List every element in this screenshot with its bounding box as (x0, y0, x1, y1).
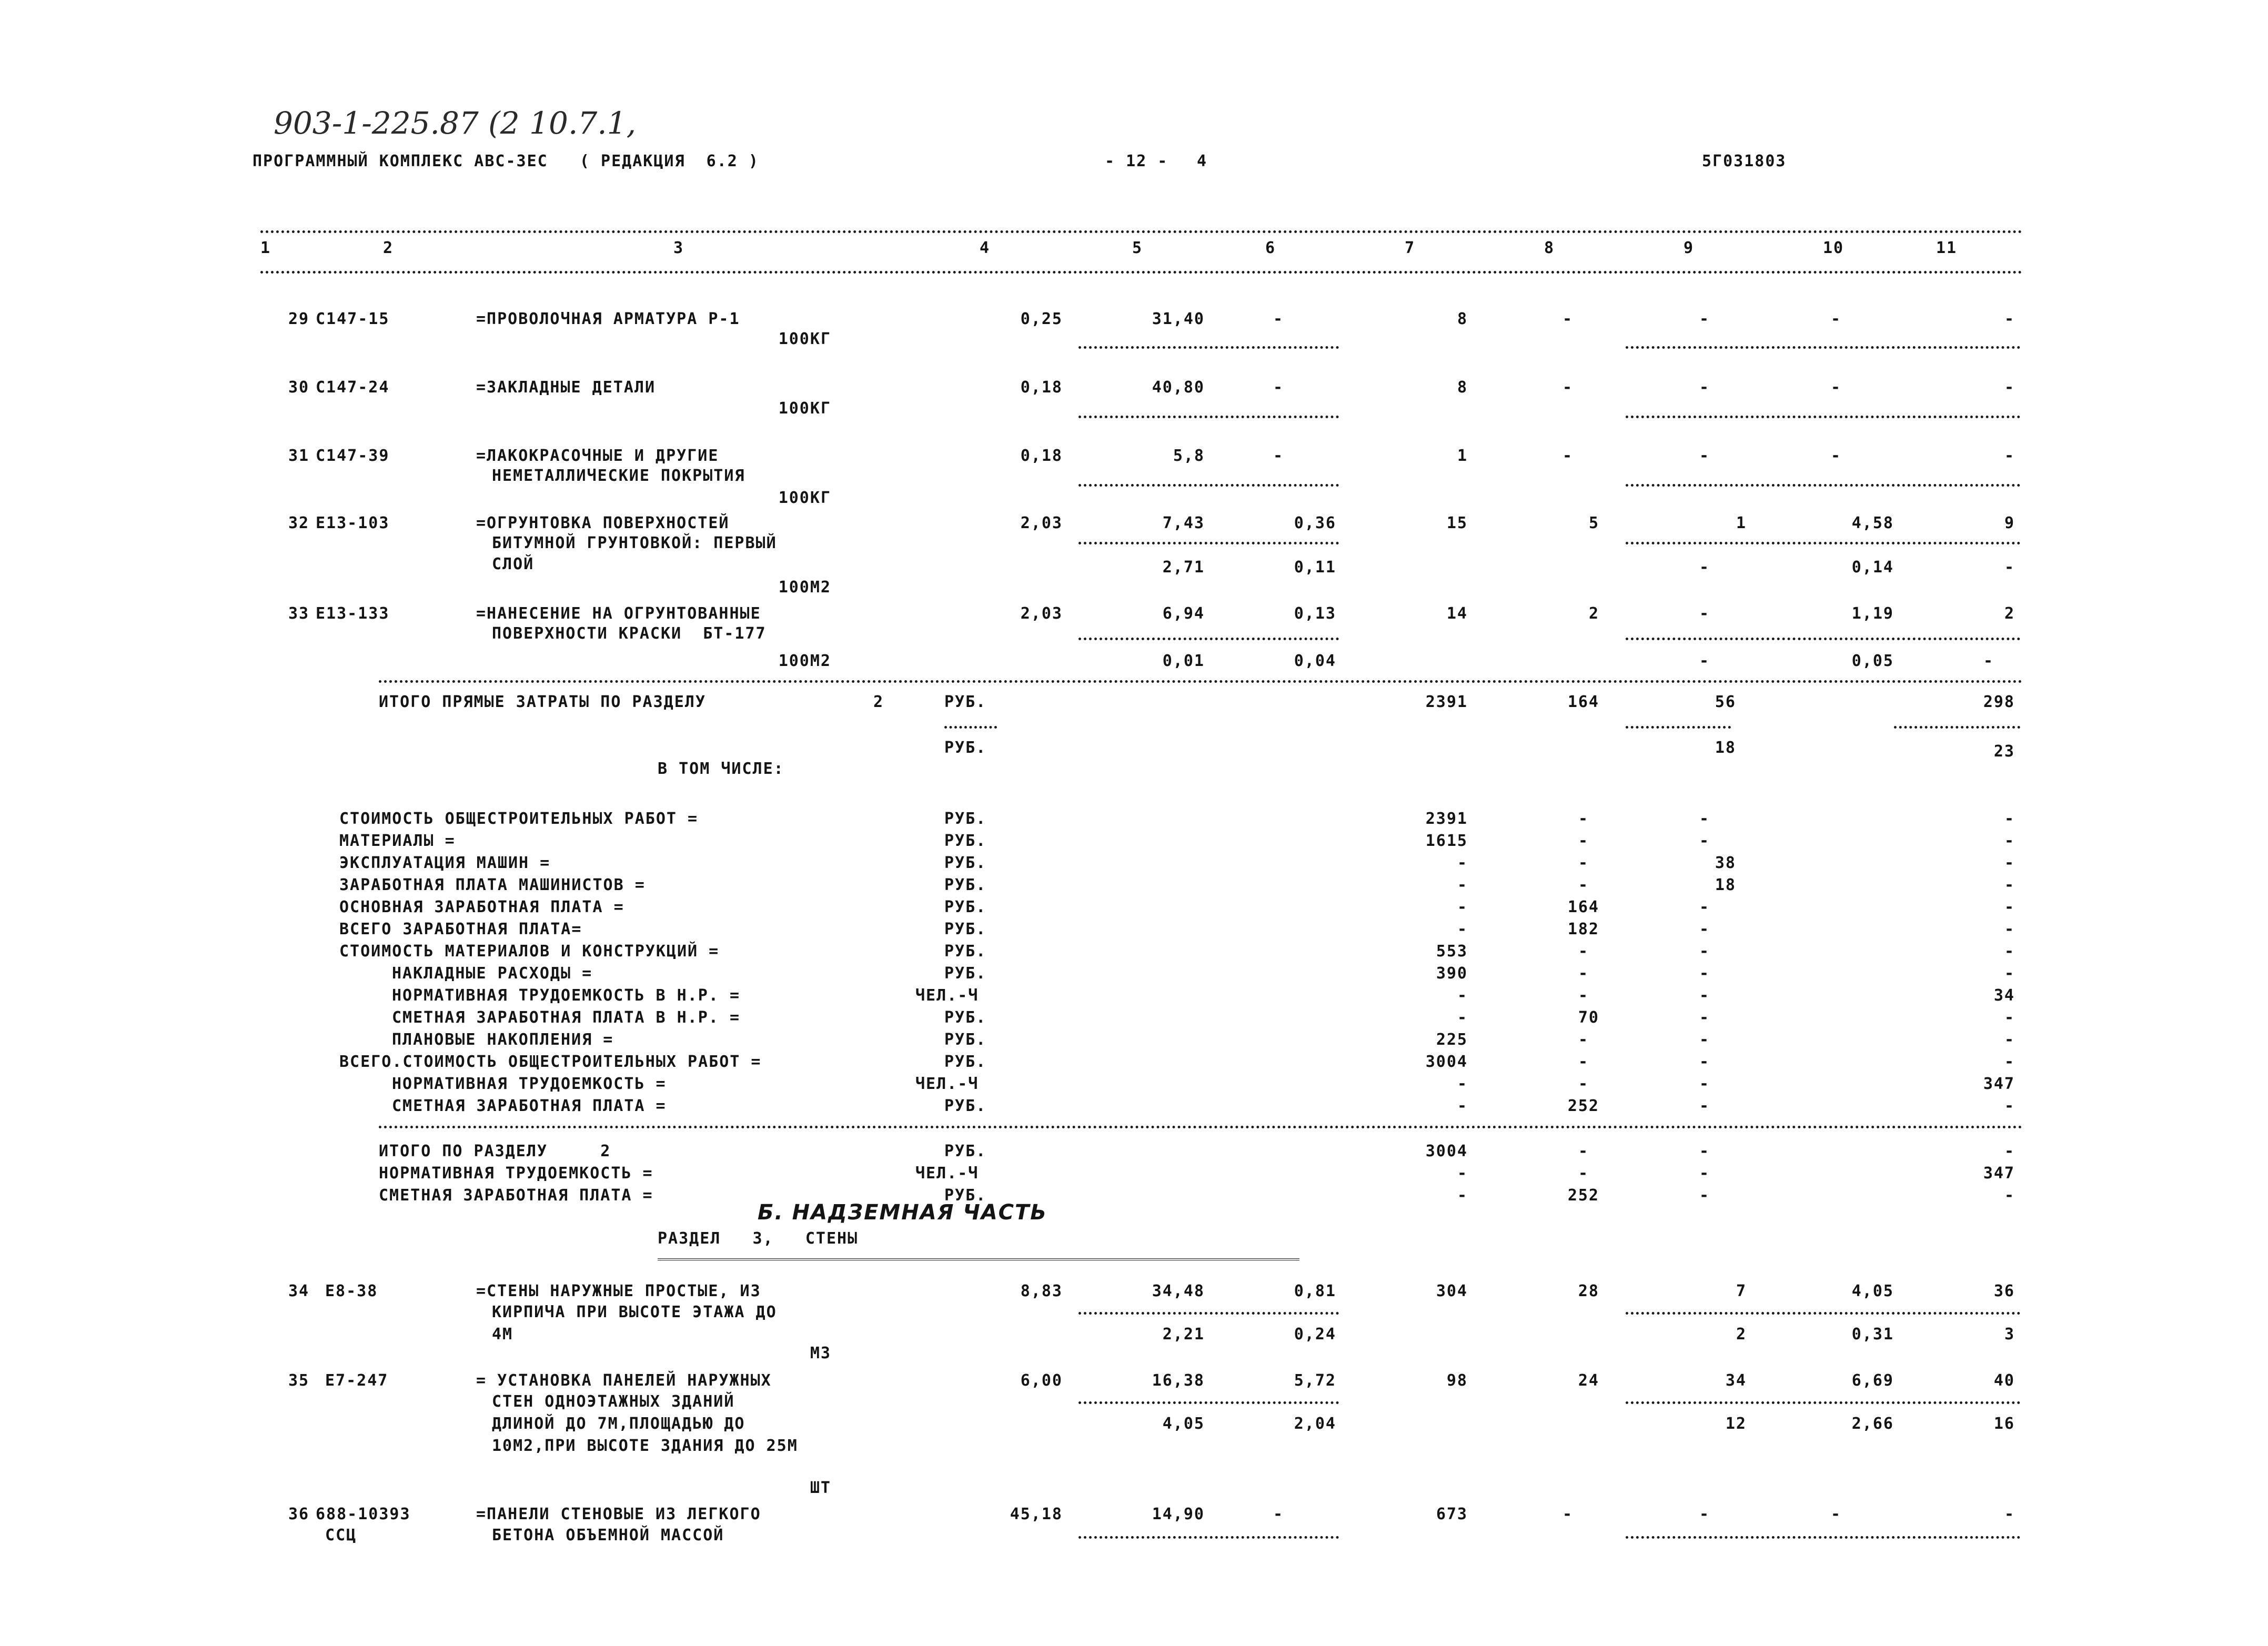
item-desc-line: =НАНЕСЕНИЕ НА ОГРУНТОВАННЫЕ (476, 604, 761, 623)
col-7: 7 (1405, 239, 1416, 257)
total-c11-sub: 23 (1993, 742, 2015, 761)
item-desc-line: СТЕН ОДНОЭТАЖНЫХ ЗДАНИЙ (492, 1392, 735, 1411)
cell-c7: 8 (1457, 310, 1468, 328)
cell-c8: - (1562, 1505, 1574, 1523)
subrow-rule (1078, 1536, 1339, 1539)
breakdown-c11: - (2004, 832, 2015, 850)
cell-c4: 8,83 (1020, 1282, 1063, 1300)
handwritten-doc-number: 903-1-225.87 (2 10.7.1, (274, 105, 637, 141)
cell-c11: - (2004, 447, 2015, 465)
subrow-rule (1894, 726, 2020, 729)
breakdown-c11: - (2004, 1008, 2015, 1027)
cell-c4: 45,18 (1010, 1505, 1063, 1523)
item-number: 31 (288, 447, 310, 465)
breakdown-c11: - (2004, 920, 2015, 938)
section-total-c8: - (1578, 1142, 1589, 1160)
cell-c9: 1 (1736, 514, 1747, 532)
section-total-c8: 252 (1567, 1186, 1599, 1205)
breakdown-c8: - (1578, 854, 1589, 872)
col-11: 11 (1936, 239, 1958, 257)
item-code: Е8-38 (325, 1282, 378, 1300)
breakdown-label: ВСЕГО ЗАРАБОТНАЯ ПЛАТА= (339, 920, 582, 938)
cell-c10: - (1830, 447, 1842, 465)
section-total-c7: - (1457, 1186, 1468, 1205)
item-desc-line: =ПРОВОЛОЧНАЯ АРМАТУРА Р-1 (476, 310, 740, 328)
cell-c8: 24 (1578, 1371, 1599, 1390)
subrow-rule (1626, 1536, 2020, 1539)
cell-c8: - (1562, 378, 1574, 397)
cell-c5: 5,8 (1173, 447, 1205, 465)
cell-c10: 4,05 (1851, 1282, 1894, 1300)
cell-c6: 0,81 (1294, 1282, 1336, 1300)
breakdown-c11: - (2004, 810, 2015, 828)
cell-c5: 14,90 (1152, 1505, 1205, 1523)
item-code: Е13-103 (316, 514, 390, 532)
breakdown-c7: - (1457, 854, 1468, 872)
breakdown-unit: РУБ. (944, 1031, 987, 1049)
item-unit: 100М2 (778, 578, 831, 597)
col-2: 2 (383, 239, 394, 257)
page-mark: 4 (1197, 152, 1208, 170)
total-c9-sub: 18 (1715, 739, 1736, 757)
item-code: С147-39 (316, 447, 390, 465)
breakdown-c7: 2391 (1425, 810, 1468, 828)
cell-c5-sub: 4,05 (1162, 1415, 1205, 1433)
cell-c5-sub: 2,71 (1162, 558, 1205, 577)
cell-c11: 2 (2004, 604, 2015, 623)
cell-c10: - (1830, 310, 1842, 328)
item-desc-line: 10М2,ПРИ ВЫСОТЕ ЗДАНИЯ ДО 25М (492, 1437, 798, 1455)
breakdown-c11: - (2004, 1053, 2015, 1071)
breakdown-c7: 553 (1436, 942, 1468, 961)
cell-c10-sub: 0,14 (1851, 558, 1894, 577)
breakdown-unit: РУБ. (944, 942, 987, 961)
cell-c6: - (1273, 1505, 1284, 1523)
subrow-rule (1078, 1401, 1339, 1404)
cell-c4: 0,18 (1020, 378, 1063, 397)
cell-c9: - (1699, 447, 1710, 465)
breakdown-c9: - (1699, 1053, 1710, 1071)
item-code: Е13-133 (316, 604, 390, 623)
total-c9: 56 (1715, 693, 1736, 711)
breakdown-unit: РУБ. (944, 1053, 987, 1071)
breakdown-label: ЭКСПЛУАТАЦИЯ МАШИН = (339, 854, 551, 872)
item-code: С147-15 (316, 310, 390, 328)
section-total-unit: РУБ. (944, 1186, 987, 1205)
section-total-label: СМЕТНАЯ ЗАРАБОТНАЯ ПЛАТА = (379, 1186, 653, 1205)
breakdown-unit: РУБ. (944, 920, 987, 938)
item-code: 688-10393 (316, 1505, 411, 1523)
header-top-rule (260, 230, 2023, 233)
breakdown-unit: РУБ. (944, 1008, 987, 1027)
breakdown-c8: 252 (1567, 1097, 1599, 1115)
subrow-rule (1078, 346, 1339, 349)
cell-c5: 6,94 (1162, 604, 1205, 623)
breakdown-unit: РУБ. (944, 854, 987, 872)
subrow-rule (1626, 726, 1731, 729)
breakdown-c8: - (1578, 876, 1589, 894)
total-unit: РУБ. (944, 693, 987, 711)
breakdown-c7: 3004 (1425, 1053, 1468, 1071)
breakdown-c8: 164 (1567, 898, 1599, 916)
item-unit: 100М2 (778, 652, 831, 670)
item-desc-line: НЕМЕТАЛЛИЧЕСКИЕ ПОКРЫТИЯ (492, 467, 745, 485)
cell-c5: 40,80 (1152, 378, 1205, 397)
cell-c10: 4,58 (1851, 514, 1894, 532)
breakdown-c9: - (1699, 810, 1710, 828)
item-desc-line: КИРПИЧА ПРИ ВЫСОТЕ ЭТАЖА ДО (492, 1303, 777, 1321)
breakdown-c7: - (1457, 898, 1468, 916)
subrow-rule (1626, 1312, 2020, 1315)
cell-c9-sub: 12 (1725, 1415, 1747, 1433)
breakdown-unit: РУБ. (944, 1097, 987, 1115)
total-section: 2 (873, 693, 884, 711)
item-unit: 100КГ (778, 489, 831, 507)
cell-c8: 5 (1588, 514, 1599, 532)
breakdown-c8: - (1578, 1031, 1589, 1049)
breakdown-c9: - (1699, 1075, 1710, 1093)
item-unit: М3 (810, 1344, 831, 1362)
cell-c4: 0,25 (1020, 310, 1063, 328)
breakdown-c7: 390 (1436, 964, 1468, 983)
section-total-c11: - (2004, 1186, 2015, 1205)
section-total-c9: - (1699, 1164, 1710, 1183)
cell-c11-sub: - (2004, 558, 2015, 577)
cell-c5: 31,40 (1152, 310, 1205, 328)
section-total-c7: 3004 (1425, 1142, 1468, 1160)
breakdown-label: ЗАРАБОТНАЯ ПЛАТА МАШИНИСТОВ = (339, 876, 646, 894)
cell-c11: - (2004, 310, 2015, 328)
breakdown-c11: - (2004, 964, 2015, 983)
breakdown-label: СМЕТНАЯ ЗАРАБОТНАЯ ПЛАТА = (392, 1097, 667, 1115)
subrow-rule (1078, 416, 1339, 418)
cell-c11-sub: 16 (1993, 1415, 2015, 1433)
breakdown-unit: ЧЕЛ.-Ч (915, 986, 979, 1005)
breakdown-c9: - (1699, 1097, 1710, 1115)
cell-c9: - (1699, 1505, 1710, 1523)
section-total-label: ИТОГО ПО РАЗДЕЛУ 2 (379, 1142, 611, 1160)
cell-c11: 40 (1993, 1371, 2015, 1390)
item-number: 35 (288, 1371, 310, 1390)
breakdown-c8: 70 (1578, 1008, 1599, 1027)
section-total-rule (379, 1126, 2023, 1128)
cell-c8: 28 (1578, 1282, 1599, 1300)
item-desc-line: ДЛИНОЙ ДО 7М,ПЛОЩАДЬЮ ДО (492, 1415, 745, 1433)
cell-c7: 98 (1446, 1371, 1468, 1390)
total-c7: 2391 (1425, 693, 1468, 711)
cell-c4: 6,00 (1020, 1371, 1063, 1390)
breakdown-c7: 1615 (1425, 832, 1468, 850)
cell-c9: - (1699, 604, 1710, 623)
item-unit: ШТ (810, 1479, 831, 1497)
subrow-rule (1626, 484, 2020, 487)
breakdown-label: НАКЛАДНЫЕ РАСХОДЫ = (392, 964, 593, 983)
total-c11: 298 (1983, 693, 2015, 711)
item-unit: 100КГ (778, 399, 831, 418)
breakdown-c9: - (1699, 1008, 1710, 1027)
breakdown-unit: РУБ. (944, 964, 987, 983)
program-header: ПРОГРАММНЫЙ КОМПЛЕКС АВС-3ЕС ( РЕДАКЦИЯ 6.2 ) (253, 152, 759, 170)
breakdown-c9: - (1699, 920, 1710, 938)
cell-c11: 9 (2004, 514, 2015, 532)
breakdown-c9: 38 (1715, 854, 1736, 872)
cell-c6-sub: 0,04 (1294, 652, 1336, 670)
breakdown-c8: - (1578, 810, 1589, 828)
cell-c8: 2 (1588, 604, 1599, 623)
item-desc-line: ПОВЕРХНОСТИ КРАСКИ БТ-177 (492, 624, 767, 643)
item-code-2: ССЦ (325, 1526, 357, 1544)
breakdown-label: ПЛАНОВЫЕ НАКОПЛЕНИЯ = (392, 1031, 614, 1049)
cell-c11: - (2004, 1505, 2015, 1523)
subrow-rule (1626, 416, 2020, 418)
cell-c6: 0,36 (1294, 514, 1336, 532)
breakdown-unit: РУБ. (944, 810, 987, 828)
item-number: 34 (288, 1282, 310, 1300)
col-3: 3 (673, 239, 684, 257)
breakdown-c8: 182 (1567, 920, 1599, 938)
subrow-rule (1078, 542, 1339, 544)
item-desc-line: = УСТАНОВКА ПАНЕЛЕЙ НАРУЖНЫХ (476, 1371, 772, 1390)
cell-c9: - (1699, 310, 1710, 328)
section-title: РАЗДЕЛ 3, СТЕНЫ (658, 1229, 859, 1248)
breakdown-unit: РУБ. (944, 898, 987, 916)
breakdown-c11: 347 (1983, 1075, 2015, 1093)
total-label: ИТОГО ПРЯМЫЕ ЗАТРАТЫ ПО РАЗДЕЛУ (379, 693, 706, 711)
item-number: 33 (288, 604, 310, 623)
col-9: 9 (1684, 239, 1695, 257)
breakdown-c9: - (1699, 964, 1710, 983)
cell-c7: 8 (1457, 378, 1468, 397)
section-total-c9: - (1699, 1186, 1710, 1205)
breakdown-c8: - (1578, 1075, 1589, 1093)
breakdown-label: НОРМАТИВНАЯ ТРУДОЕМКОСТЬ = (392, 1075, 667, 1093)
section-title-underline (658, 1258, 1299, 1260)
cell-c4: 2,03 (1020, 514, 1063, 532)
cell-c6: - (1273, 310, 1284, 328)
subrow-rule (1078, 484, 1339, 487)
breakdown-label: СТОИМОСТЬ ОБЩЕСТРОИТЕЛЬНЫХ РАБОТ = (339, 810, 699, 828)
item-desc-line: =СТЕНЫ НАРУЖНЫЕ ПРОСТЫЕ, ИЗ (476, 1282, 761, 1300)
item-number: 29 (288, 310, 310, 328)
item-desc-line: =ЗАКЛАДНЫЕ ДЕТАЛИ (476, 378, 656, 397)
cell-c9-sub: 2 (1736, 1325, 1747, 1344)
breakdown-c9: 18 (1715, 876, 1736, 894)
item-unit: 100КГ (778, 330, 831, 348)
item-desc-line: СЛОЙ (492, 555, 535, 573)
breakdown-label: ОСНОВНАЯ ЗАРАБОТНАЯ ПЛАТА = (339, 898, 624, 916)
breakdown-label: ВСЕГО.СТОИМОСТЬ ОБЩЕСТРОИТЕЛЬНЫХ РАБОТ = (339, 1053, 762, 1071)
col-4: 4 (980, 239, 991, 257)
breakdown-c7: - (1457, 986, 1468, 1005)
cell-c4: 0,18 (1020, 447, 1063, 465)
cell-c9: - (1699, 378, 1710, 397)
including-label: В ТОМ ЧИСЛЕ: (658, 760, 784, 778)
cell-c6: - (1273, 378, 1284, 397)
subrow-rule (1626, 1401, 2020, 1404)
subrow-rule (1078, 638, 1339, 640)
breakdown-c7: - (1457, 1075, 1468, 1093)
section-total-c11: 347 (1983, 1164, 2015, 1183)
cell-c5: 16,38 (1152, 1371, 1205, 1390)
item-number: 36 (288, 1505, 310, 1523)
section-total-c8: - (1578, 1164, 1589, 1183)
col-6: 6 (1265, 239, 1276, 257)
subrow-rule (1626, 346, 2020, 349)
item-desc-line: =ЛАКОКРАСОЧНЫЕ И ДРУГИЕ (476, 447, 719, 465)
cell-c11-sub: 3 (2004, 1325, 2015, 1344)
breakdown-c7: 225 (1436, 1031, 1468, 1049)
breakdown-label: НОРМАТИВНАЯ ТРУДОЕМКОСТЬ В Н.Р. = (392, 986, 741, 1005)
subrow-rule (1626, 542, 2020, 544)
cell-c10: 1,19 (1851, 604, 1894, 623)
item-desc-line: БИТУМНОЙ ГРУНТОВКОЙ: ПЕРВЫЙ (492, 534, 777, 552)
col-8: 8 (1544, 239, 1555, 257)
cell-c7: 304 (1436, 1282, 1468, 1300)
cell-c10: 6,69 (1851, 1371, 1894, 1390)
col-10: 10 (1823, 239, 1844, 257)
subrow-rule (1078, 1312, 1339, 1315)
cell-c10: - (1830, 1505, 1842, 1523)
cell-c6-sub: 0,11 (1294, 558, 1336, 577)
cell-c10: - (1830, 378, 1842, 397)
breakdown-c11: - (2004, 942, 2015, 961)
breakdown-label: СМЕТНАЯ ЗАРАБОТНАЯ ПЛАТА В Н.Р. = (392, 1008, 741, 1027)
section-total-unit: ЧЕЛ.-Ч (915, 1164, 979, 1183)
breakdown-unit: ЧЕЛ.-Ч (915, 1075, 979, 1093)
page-number: - 12 - (1105, 152, 1168, 170)
col-1: 1 (260, 239, 271, 257)
cell-c10-sub: 0,31 (1851, 1325, 1894, 1344)
breakdown-c11: - (2004, 1031, 2015, 1049)
cell-c11: - (2004, 378, 2015, 397)
item-code: Е7-247 (325, 1371, 389, 1390)
cell-c7: 673 (1436, 1505, 1468, 1523)
breakdown-c8: - (1578, 986, 1589, 1005)
subrow-rule (1626, 638, 2020, 640)
cell-c6-sub: 0,24 (1294, 1325, 1336, 1344)
breakdown-c9: - (1699, 1031, 1710, 1049)
cell-c10-sub: 0,05 (1851, 652, 1894, 670)
item-desc-line: 4М (492, 1325, 513, 1344)
cell-c9-sub: - (1699, 558, 1710, 577)
header-bottom-rule (260, 271, 2023, 274)
cell-c11: 36 (1993, 1282, 2015, 1300)
cell-c5: 34,48 (1152, 1282, 1205, 1300)
item-desc-line: БЕТОНА ОБЪЕМНОЙ МАССОЙ (492, 1526, 724, 1544)
breakdown-c11: - (2004, 898, 2015, 916)
item-desc-line: =ПАНЕЛИ СТЕНОВЫЕ ИЗ ЛЕГКОГО (476, 1505, 761, 1523)
breakdown-unit: РУБ. (944, 876, 987, 894)
section-total-c9: - (1699, 1142, 1710, 1160)
document-code: 5Г031803 (1702, 152, 1787, 170)
cell-c5-sub: 0,01 (1162, 652, 1205, 670)
breakdown-c8: - (1578, 942, 1589, 961)
breakdown-c11: - (2004, 1097, 2015, 1115)
col-5: 5 (1132, 239, 1143, 257)
cell-c7: 14 (1446, 604, 1468, 623)
breakdown-c7: - (1457, 1008, 1468, 1027)
part-title: Б. НАДЗЕМНАЯ ЧАСТЬ (758, 1200, 1047, 1225)
breakdown-label: МАТЕРИАЛЫ = (339, 832, 456, 850)
breakdown-c8: - (1578, 964, 1589, 983)
cell-c5: 7,43 (1162, 514, 1205, 532)
cell-c6-sub: 2,04 (1294, 1415, 1336, 1433)
item-desc-line: =ОГРУНТОВКА ПОВЕРХНОСТЕЙ (476, 514, 730, 532)
breakdown-c7: - (1457, 920, 1468, 938)
item-code: С147-24 (316, 378, 390, 397)
breakdown-c9: - (1699, 986, 1710, 1005)
breakdown-c11: - (2004, 854, 2015, 872)
section-total-c7: - (1457, 1164, 1468, 1183)
total-unit-2: РУБ. (944, 739, 987, 757)
total-c8: 164 (1567, 693, 1599, 711)
section-total-c11: - (2004, 1142, 2015, 1160)
item-number: 30 (288, 378, 310, 397)
unit-rule (944, 726, 997, 729)
cell-c7: 1 (1457, 447, 1468, 465)
cell-c11-sub: - (1983, 652, 1994, 670)
section-total-label: НОРМАТИВНАЯ ТРУДОЕМКОСТЬ = (379, 1164, 653, 1183)
breakdown-unit: РУБ. (944, 832, 987, 850)
cell-c5-sub: 2,21 (1162, 1325, 1205, 1344)
item-number: 32 (288, 514, 310, 532)
cell-c6: 5,72 (1294, 1371, 1336, 1390)
breakdown-c11: - (2004, 876, 2015, 894)
breakdown-c7: - (1457, 876, 1468, 894)
breakdown-c8: - (1578, 832, 1589, 850)
breakdown-c9: - (1699, 942, 1710, 961)
cell-c7: 15 (1446, 514, 1468, 532)
cell-c9: 7 (1736, 1282, 1747, 1300)
section-total-unit: РУБ. (944, 1142, 987, 1160)
cell-c10-sub: 2,66 (1851, 1415, 1894, 1433)
breakdown-c7: - (1457, 1097, 1468, 1115)
breakdown-c9: - (1699, 898, 1710, 916)
cell-c6: - (1273, 447, 1284, 465)
breakdown-c8: - (1578, 1053, 1589, 1071)
breakdown-c11: 34 (1993, 986, 2015, 1005)
breakdown-label: СТОИМОСТЬ МАТЕРИАЛОВ И КОНСТРУКЦИЙ = (339, 942, 720, 961)
cell-c4: 2,03 (1020, 604, 1063, 623)
cell-c8: - (1562, 310, 1574, 328)
cell-c6: 0,13 (1294, 604, 1336, 623)
cell-c9: 34 (1725, 1371, 1747, 1390)
breakdown-c9: - (1699, 832, 1710, 850)
total-top-rule (379, 680, 2023, 683)
cell-c8: - (1562, 447, 1574, 465)
cell-c9-sub: - (1699, 652, 1710, 670)
